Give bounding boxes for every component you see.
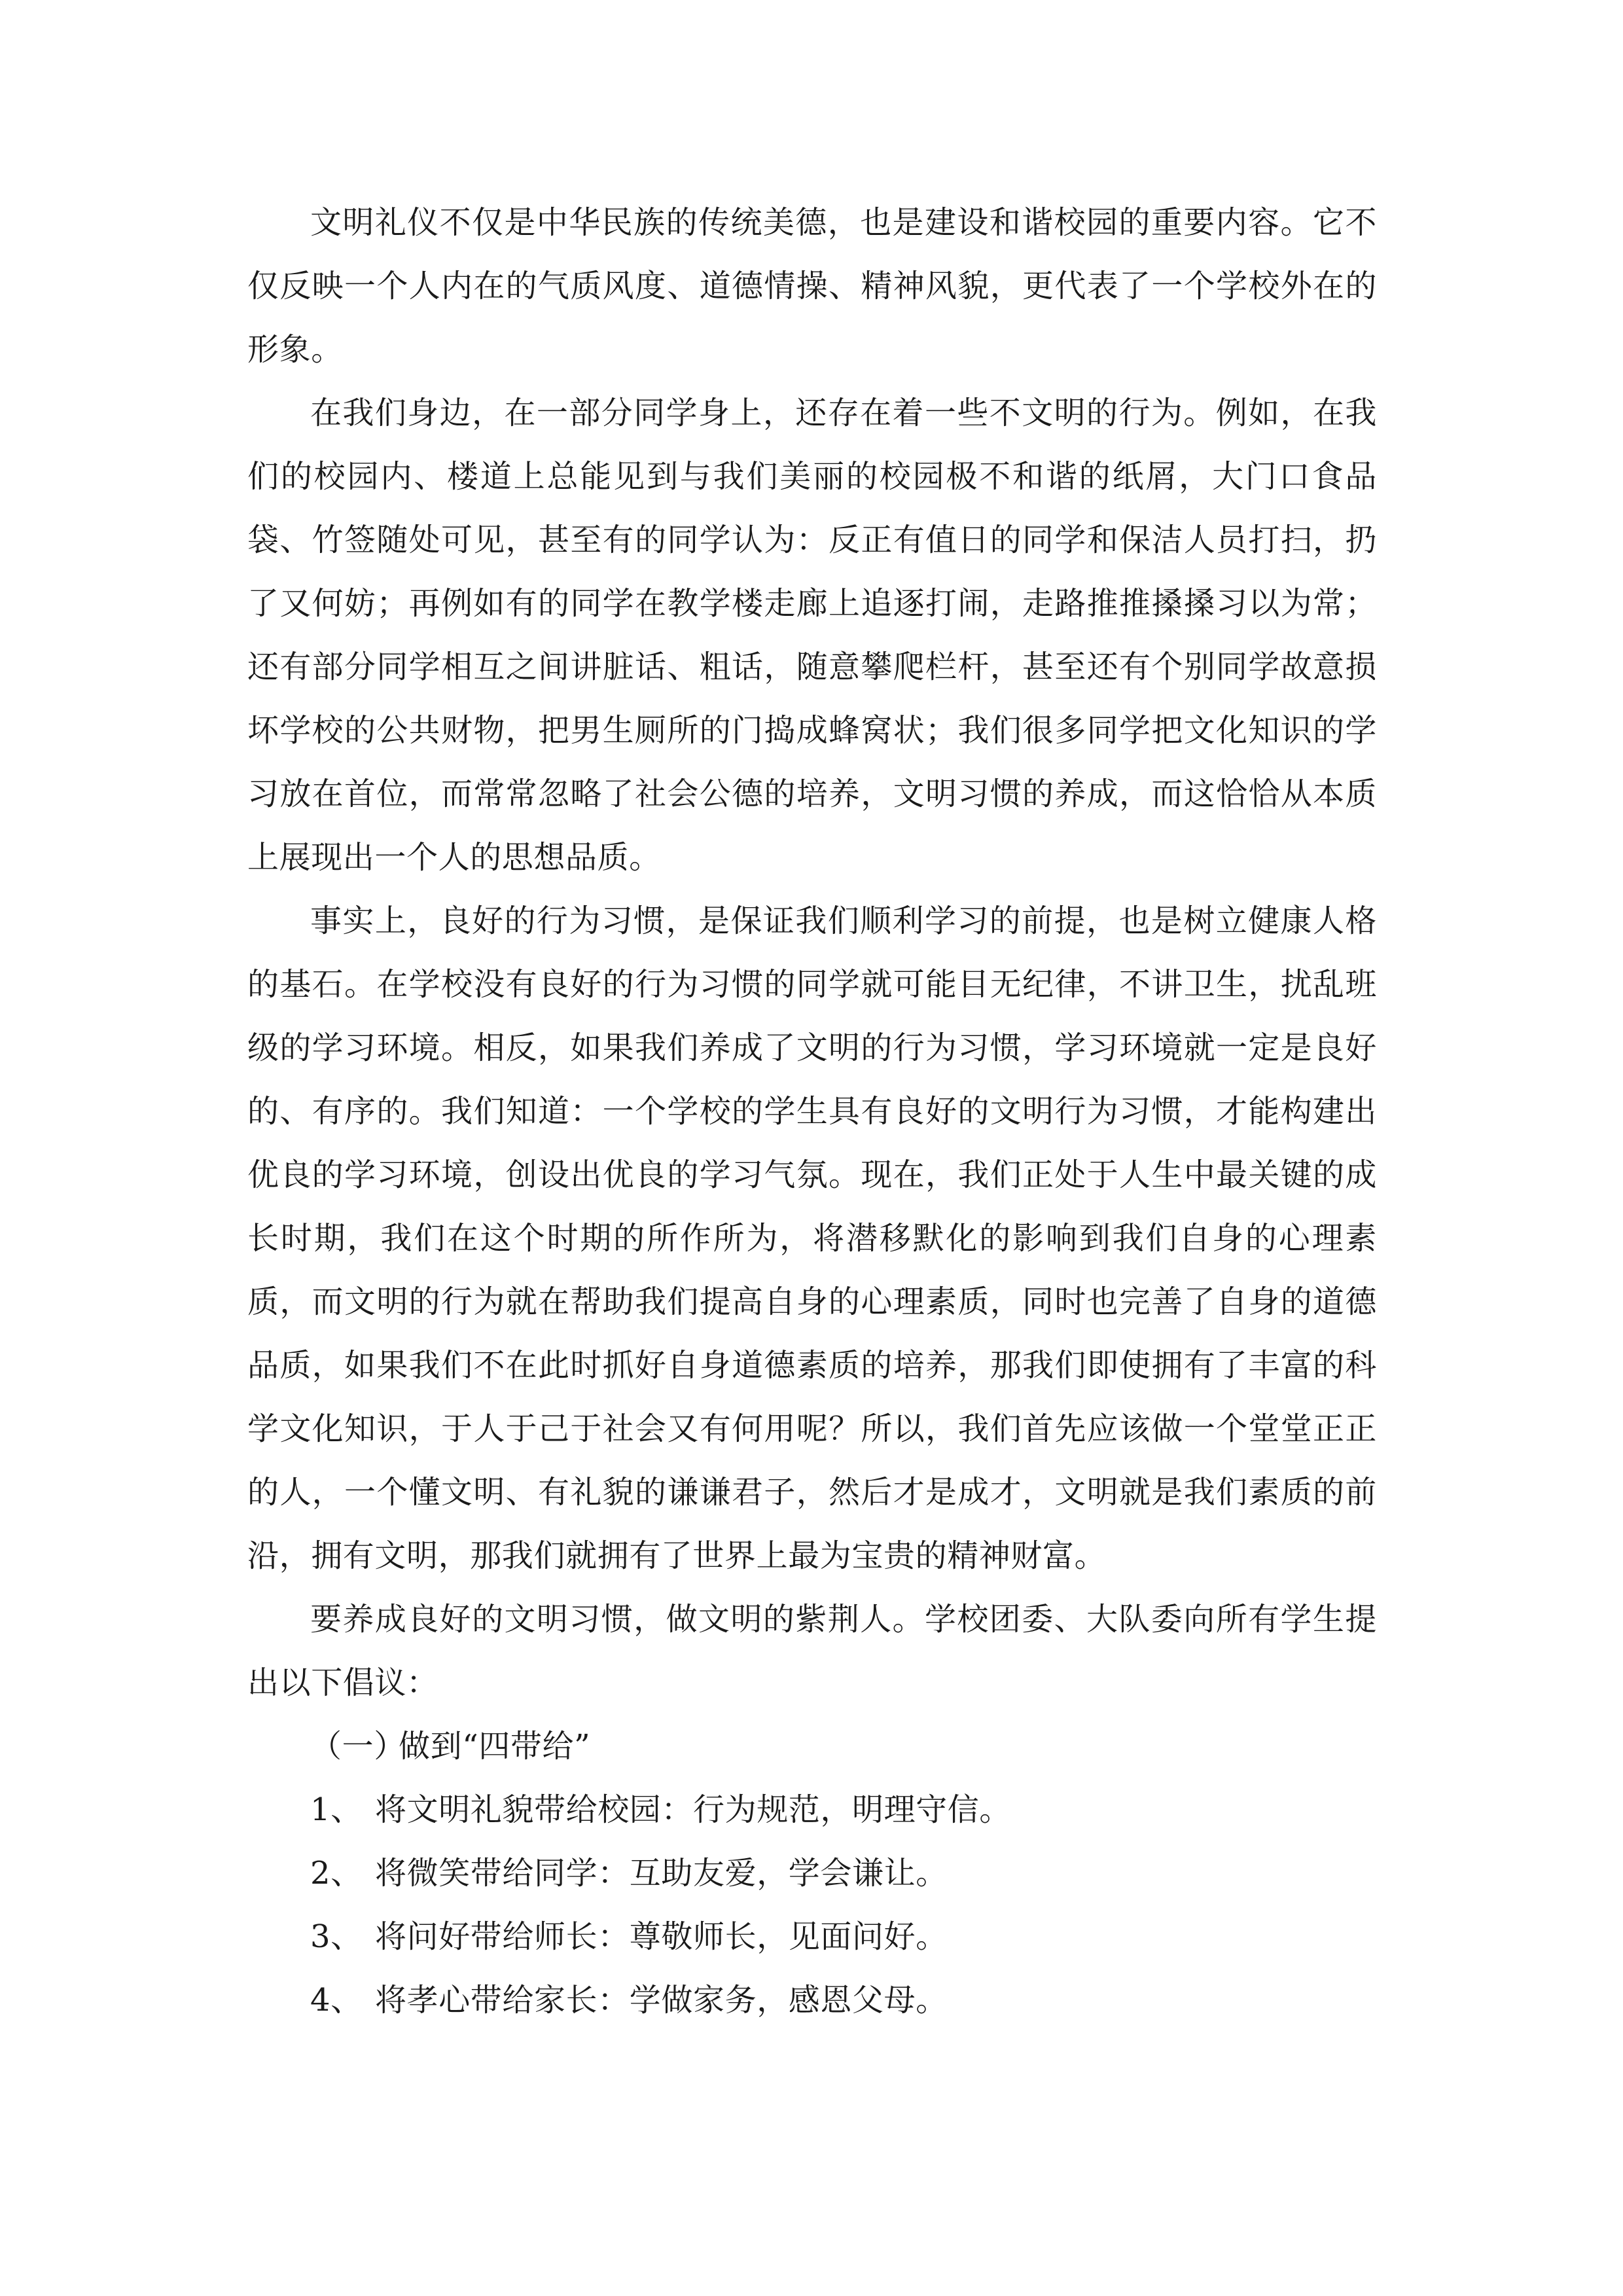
list-item-number: 2、 bbox=[310, 1855, 363, 1892]
paragraph-good-habits: 事实上，良好的行为习惯，是保证我们顺利学习的前提，也是树立健康人格的基石。在学校没有良好的行为习惯的同学就可能目无纪律，不讲卫生，扰乱班级的学习环境。相反，如果我们养成了文明的行为习惯，学习环境就一定是良好的、有序的。我们知道：一个学校的学生具有良好的文明行为习惯，才能构建出优良的学习环境，创设出优良的学习气氛。现在，我们正处于人生中最关键的成长时期，我们在这个时期的所作所为，将潜移默化的影响到我们自身的心理素质，而文明的行为就在帮助我们提高自身的心理素质，同时也完善了自身的道德品质，如果我们不在此时抓好自身道德素质的培养，那我们即使拥有了丰富的科学文化知识，于人于己于社会又有何用呢？所以，我们首先应该做一个堂堂正正的人，一个懂文明、有礼貌的谦谦君子，然后才是成才，文明就是我们素质的前沿，拥有文明，那我们就拥有了世界上最为宝贵的精神财富。 bbox=[247, 903, 1377, 1574]
section-number: （一） bbox=[310, 1728, 406, 1765]
list-item bbox=[247, 1778, 1377, 1842]
list-item-number: 4、 bbox=[310, 1982, 363, 2018]
section-heading bbox=[247, 1715, 1377, 1778]
list-item bbox=[247, 1969, 1377, 2032]
paragraph-civility-intro: 文明礼仪不仅是中华民族的传统美德，也是建设和谐校园的重要内容。它不仅反映一个人内在的气质风度、道德情操、精神风貌，更代表了一个学校外在的形象。 bbox=[247, 204, 1377, 368]
paragraph-uncivil-behavior: 在我们身边，在一部分同学身上，还存在着一些不文明的行为。例如，在我们的校园内、楼道上总能见到与我们美丽的校园极不和谐的纸屑，大门口食品袋、竹签随处可见，甚至有的同学认为：反正有值日的同学和保洁人员打扫，扔了又何妨；再例如有的同学在教学楼走廊上追逐打闹，走路推推搡搡习以为常；还有部分同学相互之间讲脏话、粗话，随意攀爬栏杆，甚至还有个别同学故意损坏学校的公共财物，把男生厕所的门捣成蜂窝状；我们很多同学把文化知识的学习放在首位，而常常忽略了社会公德的培养，文明习惯的养成，而这恰恰从本质上展现出一个人的思想品质。 bbox=[247, 395, 1377, 876]
paragraph-proposal-intro: 要养成良好的文明习惯，做文明的紫荆人。学校团委、大队委向所有学生提出以下倡议： bbox=[247, 1601, 1377, 1701]
list-item-text: 将文明礼貌带给校园：行为规范，明理守信。 bbox=[375, 1791, 1012, 1828]
proposal-list bbox=[247, 1778, 1377, 2032]
list-item-number: 1、 bbox=[310, 1791, 363, 1828]
section-title: 做到“四带给” bbox=[399, 1728, 591, 1765]
list-item-text: 将孝心带给家长：学做家务，感恩父母。 bbox=[375, 1982, 948, 2018]
list-item-text: 将问好带给师长：尊敬师长，见面问好。 bbox=[375, 1918, 948, 1955]
list-item bbox=[247, 1842, 1377, 1905]
list-item-number: 3、 bbox=[310, 1918, 363, 1955]
list-item-text: 将微笑带给同学：互助友爱，学会谦让。 bbox=[375, 1855, 948, 1892]
document-body bbox=[247, 191, 1377, 2032]
list-item bbox=[247, 1905, 1377, 1969]
